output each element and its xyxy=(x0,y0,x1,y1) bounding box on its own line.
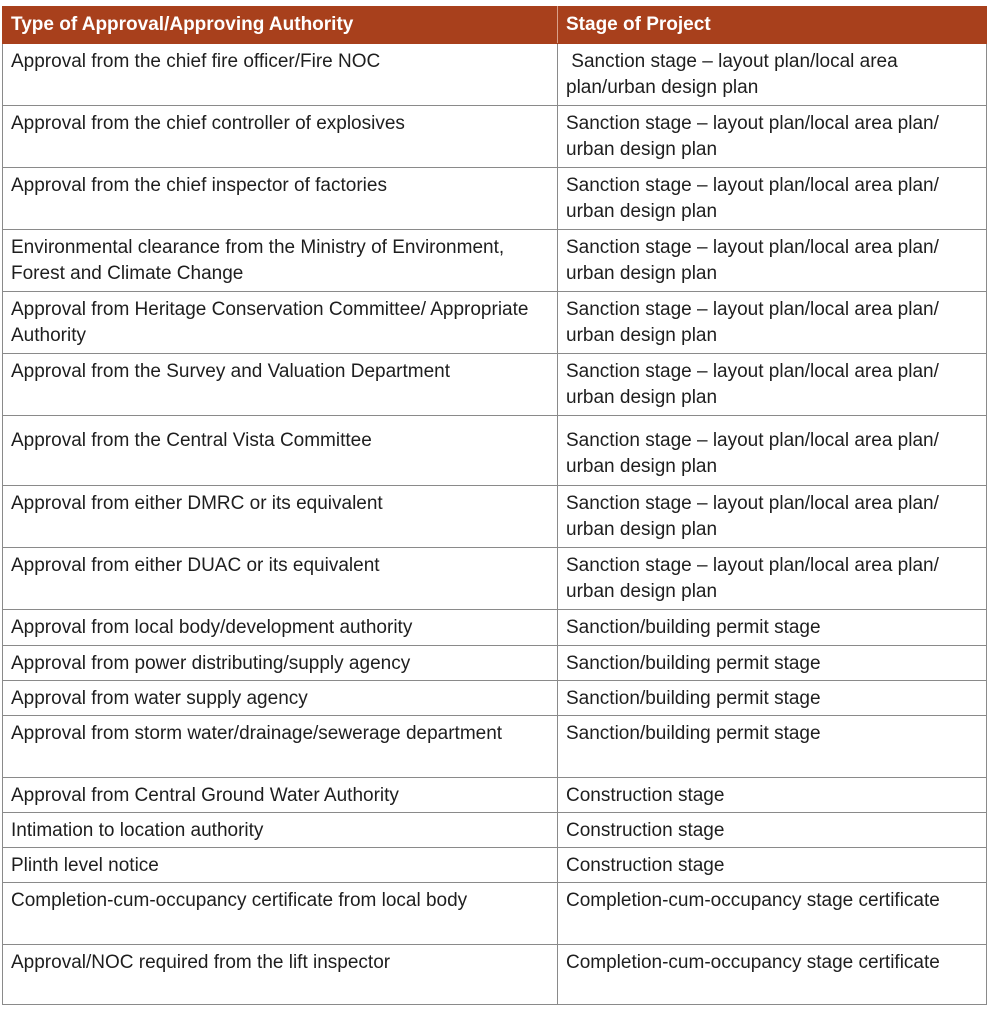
stage-cell: Sanction stage – layout plan/local area plan/ urban design plan xyxy=(558,548,987,610)
table-row xyxy=(3,813,987,848)
authority-cell: Approval from either DMRC or its equivalent xyxy=(3,486,558,548)
stage-cell: Sanction/building permit stage xyxy=(558,716,987,778)
stage-cell: Construction stage xyxy=(558,848,987,883)
table-row xyxy=(3,416,987,486)
authority-cell: Plinth level notice xyxy=(3,848,558,883)
authority-cell: Approval from the Survey and Valuation Department xyxy=(3,354,558,416)
stage-cell: Sanction stage – layout plan/local area plan/ urban design plan xyxy=(558,168,987,230)
stage-cell: Construction stage xyxy=(558,778,987,813)
table-row xyxy=(3,646,987,681)
table-row xyxy=(3,945,987,1005)
authority-cell: Approval from storm water/drainage/sewerage department xyxy=(3,716,558,778)
table-row xyxy=(3,230,987,292)
stage-cell: Sanction stage – layout plan/local area plan/ urban design plan xyxy=(558,354,987,416)
table-row xyxy=(3,778,987,813)
table-row xyxy=(3,292,987,354)
table-row xyxy=(3,168,987,230)
authority-cell: Completion-cum-occupancy certificate from local body xyxy=(3,883,558,945)
column-header-authority: Type of Approval/Approving Authority xyxy=(3,7,558,44)
authority-cell: Approval from local body/development authority xyxy=(3,610,558,646)
table-row xyxy=(3,716,987,778)
stage-cell: Completion-cum-occupancy stage certificate xyxy=(558,945,987,1005)
authority-cell: Environmental clearance from the Ministry of Environment, Forest and Climate Change xyxy=(3,230,558,292)
stage-cell: Sanction stage – layout plan/local area plan/ urban design plan xyxy=(558,106,987,168)
authority-cell: Approval from water supply agency xyxy=(3,681,558,716)
stage-cell: Sanction/building permit stage xyxy=(558,681,987,716)
stage-cell: Sanction/building permit stage xyxy=(558,610,987,646)
table-row xyxy=(3,354,987,416)
column-header-stage: Stage of Project xyxy=(558,7,987,44)
stage-cell: Sanction/building permit stage xyxy=(558,646,987,681)
stage-cell: Sanction stage – layout plan/local area plan/ urban design plan xyxy=(558,486,987,548)
table-row xyxy=(3,883,987,945)
authority-cell: Approval from the Central Vista Committee xyxy=(3,416,558,486)
table-row xyxy=(3,486,987,548)
stage-cell: Sanction stage – layout plan/local area plan/urban design plan xyxy=(558,44,987,106)
table-header-row xyxy=(3,7,987,44)
table-row xyxy=(3,44,987,106)
approvals-table xyxy=(2,6,987,1005)
table-row xyxy=(3,106,987,168)
authority-cell: Approval from Heritage Conservation Committee/ Appropriate Authority xyxy=(3,292,558,354)
approvals-document xyxy=(2,6,986,1005)
stage-cell: Sanction stage – layout plan/local area plan/ urban design plan xyxy=(558,416,987,486)
stage-cell: Construction stage xyxy=(558,813,987,848)
authority-cell: Approval from either DUAC or its equivalent xyxy=(3,548,558,610)
authority-cell: Approval from Central Ground Water Authority xyxy=(3,778,558,813)
authority-cell: Approval from power distributing/supply agency xyxy=(3,646,558,681)
authority-cell: Approval from the chief inspector of factories xyxy=(3,168,558,230)
authority-cell: Intimation to location authority xyxy=(3,813,558,848)
authority-cell: Approval/NOC required from the lift inspector xyxy=(3,945,558,1005)
authority-cell: Approval from the chief controller of explosives xyxy=(3,106,558,168)
table-row xyxy=(3,610,987,646)
table-row xyxy=(3,848,987,883)
table-row xyxy=(3,548,987,610)
stage-cell: Sanction stage – layout plan/local area plan/ urban design plan xyxy=(558,292,987,354)
stage-cell: Sanction stage – layout plan/local area plan/ urban design plan xyxy=(558,230,987,292)
stage-cell: Completion-cum-occupancy stage certificate xyxy=(558,883,987,945)
authority-cell: Approval from the chief fire officer/Fire NOC xyxy=(3,44,558,106)
table-row xyxy=(3,681,987,716)
